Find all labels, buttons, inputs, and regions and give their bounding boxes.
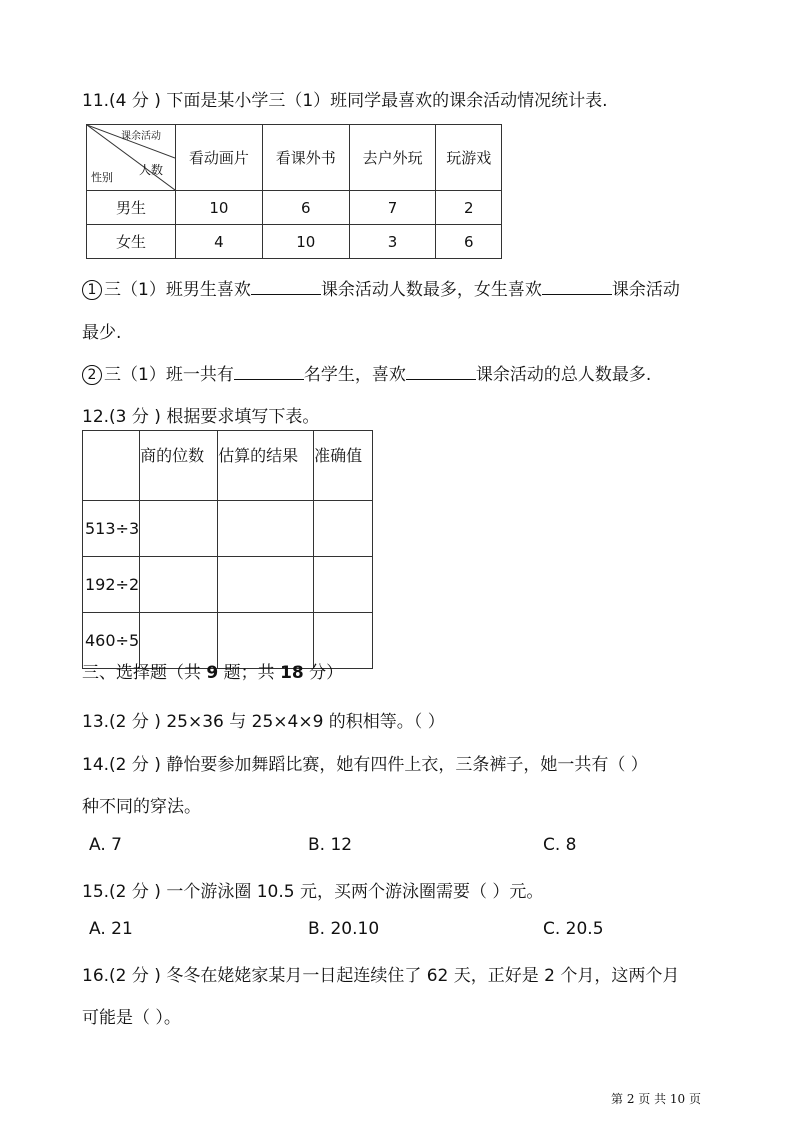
text-span: 三、选择题（共 [82,663,207,683]
table-cell: 10 [262,225,349,259]
table-cell: 3 [349,225,436,259]
col-header [83,431,140,501]
col-header: 商的位数 [140,431,218,501]
text-span: 课余活动 [611,280,680,300]
q11-sub1-cont: 最少. [82,323,122,343]
text-span: 题；共 [218,663,281,683]
table-row [83,501,373,557]
option-c[interactable]: C. 8 [543,835,577,855]
q16-line1: 16.(2 分 ) 冬冬在姥姥家某月一日起连续住了 62 天，正好是 2 个月，这两个月 [82,966,680,986]
question-count: 9 [206,663,219,683]
text-span: 课余活动的总人数最多. [475,365,652,385]
row-label: 513÷3 [83,501,140,557]
table-row [83,557,373,613]
text-span: 三（1）班一共有 [104,365,234,385]
col-header: 看动画片 [176,125,263,191]
option-b[interactable]: B. 12 [308,835,353,855]
col-header: 准确值 [314,431,373,501]
text-span: 课余活动人数最多，女生喜欢 [320,280,542,300]
circled-number: 2 [82,365,102,385]
corner-bottom-label: 性别 [91,171,113,184]
col-header: 玩游戏 [436,125,502,191]
activity-table [86,124,502,259]
option-c[interactable]: C. 20.5 [543,919,604,939]
answer-cell[interactable] [314,557,373,613]
table-row [87,191,502,225]
row-label: 女生 [87,225,176,259]
answer-cell[interactable] [218,501,314,557]
q14-line2: 种不同的穿法。 [82,797,201,817]
q11-sub2 [82,360,651,385]
table-cell: 6 [262,191,349,225]
q13-text: 13.(2 分 ) 25×36 与 25×4×9 的积相等。（ ） [82,712,445,732]
circled-number: 1 [82,280,102,300]
answer-cell[interactable] [140,501,218,557]
table-cell: 7 [349,191,436,225]
answer-cell[interactable] [218,557,314,613]
row-label: 192÷2 [83,557,140,613]
table-cell: 2 [436,191,502,225]
corner-top-label: 课余活动 [121,131,161,142]
row-label: 460÷5 [83,613,140,669]
option-b[interactable]: B. 20.10 [308,919,380,939]
table-cell: 6 [436,225,502,259]
q15-text: 15.(2 分 ) 一个游泳圈 10.5 元，买两个游泳圈需要（ ）元。 [82,882,544,902]
text-span: 三（1）班男生喜欢 [104,280,251,300]
answer-cell[interactable] [140,557,218,613]
answer-blank[interactable] [542,278,612,295]
col-header: 去户外玩 [349,125,436,191]
col-header: 看课外书 [262,125,349,191]
text-span: 名学生，喜欢 [303,365,406,385]
page-footer: 第 2 页 共 10 页 [611,1092,701,1106]
col-header: 估算的结果 [218,431,314,501]
q11-sub1 [82,275,680,300]
q14-line1: 14.(2 分 ) 静怡要参加舞蹈比赛，她有四件上衣，三条裤子，她一共有（ ） [82,755,648,775]
answer-blank[interactable] [234,363,304,380]
table-corner [87,125,176,191]
corner-mid-label: 人数 [139,163,164,177]
table-row [87,225,502,259]
option-a[interactable]: A. 21 [89,919,133,939]
answer-blank[interactable] [406,363,476,380]
answer-blank[interactable] [251,278,321,295]
total-points: 18 [280,663,304,683]
answer-cell[interactable] [314,501,373,557]
table-cell: 4 [176,225,263,259]
section-heading [82,658,343,683]
q12-text: 12.(3 分 ) 根据要求填写下表。 [82,407,320,427]
q11-text: 11.(4 分 ) 下面是某小学三（1）班同学最喜欢的课余活动情况统计表. [82,91,608,111]
table-cell: 10 [176,191,263,225]
text-span: 分） [303,663,344,683]
estimation-table [82,430,373,669]
row-label: 男生 [87,191,176,225]
option-a[interactable]: A. 7 [89,835,122,855]
q16-line2: 可能是（ ）。 [82,1008,181,1028]
